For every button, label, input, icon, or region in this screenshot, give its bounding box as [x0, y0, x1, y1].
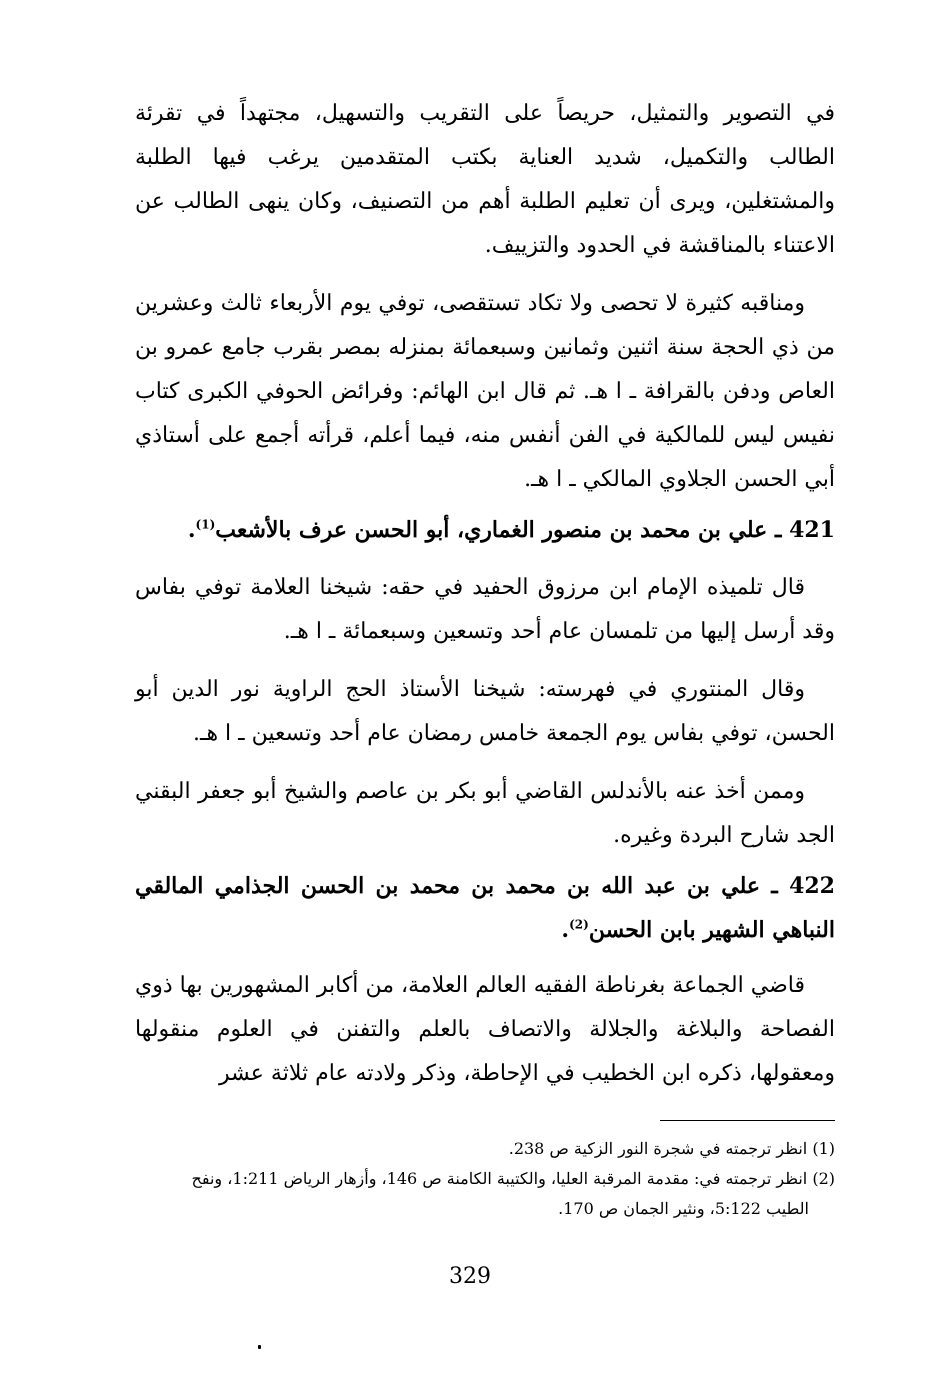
page-number: 329: [449, 1264, 491, 1289]
paragraph-6-text: قاضي الجماعة بغرناطة الفقيه العالم العلامة، من أكابر المشهورين بها ذوي الفصاحة والبلاغة والجلالة والاتصاف بالعلم والتفنن في العلوم منقولها ومعقولها، ذكره ابن الخطيب في الإحاطة، وذكر ولادته عام ثلاثة عشر: [135, 973, 835, 1086]
footnote-ref-2: (2): [569, 917, 589, 932]
entry-421-title: 421 ـ علي بن محمد بن منصور الغماري، أبو الحسن عرف بالأشعب: [215, 517, 835, 543]
paragraph-2-text: ومناقبه كثيرة لا تحصى ولا تكاد تستقصى، توفي يوم الأربعاء ثالث وعشرين من ذي الحجة سنة اثنين وثمانين وسبعمائة بمنزله بمصر بقرب جامع عمرو بن العاص ودفن بالقرافة ـ ا هـ. ثم قال ابن الهائم: وفرائض الحوفي الكبرى كتاب نفيس ليس للمالكية في الفن أنفس منه، فيما أعلم، قرأته أجمع على أستاذي أبي الحسن الجلاوي المالكي ـ ا هـ.: [135, 291, 835, 492]
footnote-2-continuation: الطيب 5:122، ونثير الجمان ص 170.: [558, 1199, 809, 1218]
paragraph-4: [135, 668, 835, 756]
paragraph-2: [135, 282, 835, 502]
paragraph-5-text: وممن أخذ عنه بالأندلس القاضي أبو بكر بن عاصم والشيخ أبو جعفر البقني الجد شارح البردة وغيره.: [135, 779, 835, 848]
footnotes: [135, 1134, 835, 1224]
entry-421-heading: [135, 508, 835, 552]
entry-422-heading: [135, 864, 835, 952]
footnote-ref-1: (1): [195, 517, 216, 532]
paragraph-5: [135, 770, 835, 858]
paragraph-6: [135, 964, 835, 1096]
entry-422-end: .: [561, 917, 570, 943]
scan-speck: [258, 1345, 261, 1349]
paragraph-3: [135, 566, 835, 654]
paragraph-1: [135, 92, 835, 268]
footnote-1: (1) انظر ترجمته في شجرة النور الزكية ص 238.: [508, 1139, 835, 1158]
paragraph-3-text: قال تلميذه الإمام ابن مرزوق الحفيد في حقه: شيخنا العلامة توفي بفاس وقد أرسل إليها من تلمسان عام أحد وتسعين وسبعمائة ـ ا هـ.: [135, 575, 835, 644]
paragraph-4-text: وقال المنتوري في فهرسته: شيخنا الأستاذ الحج الراوية نور الدين أبو الحسن، توفي بفاس يوم الجمعة خامس رمضان عام أحد وتسعين ـ ا هـ.: [135, 677, 835, 746]
entry-421-end: .: [187, 517, 196, 543]
entry-422-title: 422 ـ علي بن عبد الله بن محمد بن محمد بن الحسن الجذامي المالقي النباهي الشهير بابن الحسن: [135, 873, 835, 943]
footnote-2: (2) انظر ترجمته في: مقدمة المرقبة العليا، والكتيبة الكامنة ص 146، وأزهار الرياض 1:211، ونفح: [191, 1169, 835, 1188]
footnote-divider: [660, 1120, 835, 1121]
paragraph-1-text: في التصوير والتمثيل، حريصاً على التقريب والتسهيل، مجتهداً في تقرئة الطالب والتكميل، شديد العناية بكتب المتقدمين يرغب فيها الطلبة والمشتغلين، ويرى أن تعليم الطلبة أهم من التصنيف، وكان ينهى الطالب عن الاعتناء بالمناقشة في الحدود والتزييف.: [135, 101, 835, 258]
